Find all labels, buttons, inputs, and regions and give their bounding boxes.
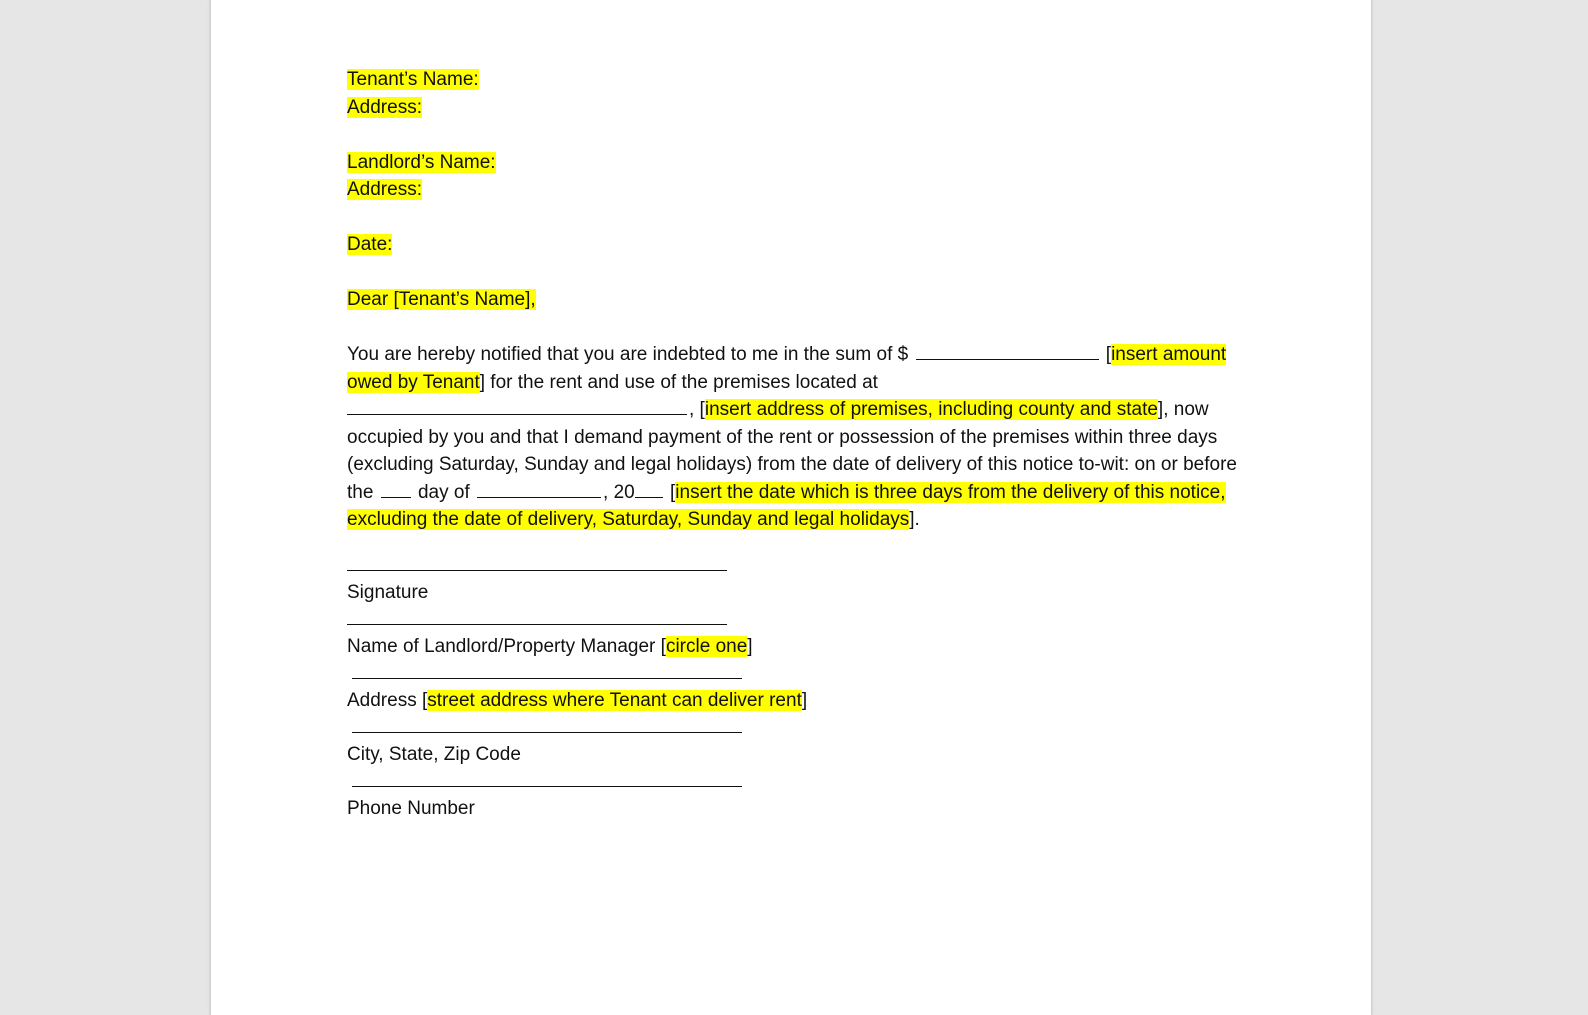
notice-text-5: , 20 — [603, 481, 635, 503]
address-rule — [352, 678, 742, 679]
amount-blank — [916, 341, 1099, 360]
date-instruction: insert the date which is three days from the delivery of this notice, excluding the date of delivery, Saturday, Sunday and legal holidays — [347, 481, 1226, 530]
notice-end: ]. — [909, 509, 920, 530]
document-page — [210, 0, 1372, 1015]
notice-text-1: You are hereby notified that you are indebted to me in the sum of $ — [347, 344, 909, 365]
signature-label: Signature — [347, 581, 429, 603]
name-label-pre: Name of Landlord/Property Manager [ — [347, 635, 666, 657]
month-blank — [477, 479, 601, 498]
landlord-name-line — [347, 149, 1247, 177]
city-label: City, State, Zip Code — [347, 743, 521, 765]
notice-text-3: ], now occupied by you and that I demand payment of the rent or possession of the premises within three days (excluding Saturday, Sunday and legal holidays) from the date of delivery of this notice to-wit: on or before the — [347, 399, 1237, 503]
tenant-name-label: Tenant’s Name: — [347, 69, 479, 90]
date-line — [347, 231, 1247, 259]
premises-instruction: insert address of premises, including county and state — [704, 399, 1158, 420]
letter-content — [347, 66, 1247, 822]
notice-paragraph — [347, 341, 1242, 534]
date-label: Date: — [347, 234, 393, 255]
address-label-post: ] — [801, 689, 808, 711]
day-blank — [381, 479, 411, 498]
notice-text-4: day of — [417, 481, 470, 503]
comma-bracket: , [ — [689, 399, 705, 420]
landlord-name-label: Landlord’s Name: — [347, 151, 496, 173]
name-label — [347, 633, 1247, 660]
phone-rule — [352, 786, 742, 787]
landlord-address-line — [347, 176, 1247, 204]
name-label-post: ] — [747, 635, 753, 657]
tenant-address-label: Address: — [347, 96, 422, 118]
tenant-address-line — [347, 94, 1247, 122]
amount-instruction: insert amount owed by Tenant — [347, 344, 1227, 393]
salutation-line — [347, 286, 1247, 314]
bracket-close-1: ] — [479, 371, 486, 393]
address-label — [347, 687, 1247, 714]
city-rule — [352, 732, 742, 733]
address-label-highlight: street address where Tenant can deliver rent — [427, 689, 802, 711]
premises-blank — [347, 396, 687, 415]
signature-block — [347, 570, 1247, 822]
year-blank — [635, 479, 663, 498]
name-label-highlight: circle one — [665, 635, 748, 657]
bracket-open-1: [ — [1105, 344, 1112, 365]
bracket-open-3: [ — [670, 481, 676, 503]
phone-label: Phone Number — [347, 797, 475, 819]
name-rule — [347, 624, 727, 625]
salutation: Dear [Tenant’s Name], — [347, 289, 536, 310]
landlord-address-label: Address: — [347, 179, 422, 200]
signature-rule — [347, 570, 727, 571]
address-label-pre: Address [ — [347, 689, 428, 711]
tenant-name-line — [347, 66, 1247, 94]
notice-text-2: for the rent and use of the premises located at — [485, 371, 878, 393]
